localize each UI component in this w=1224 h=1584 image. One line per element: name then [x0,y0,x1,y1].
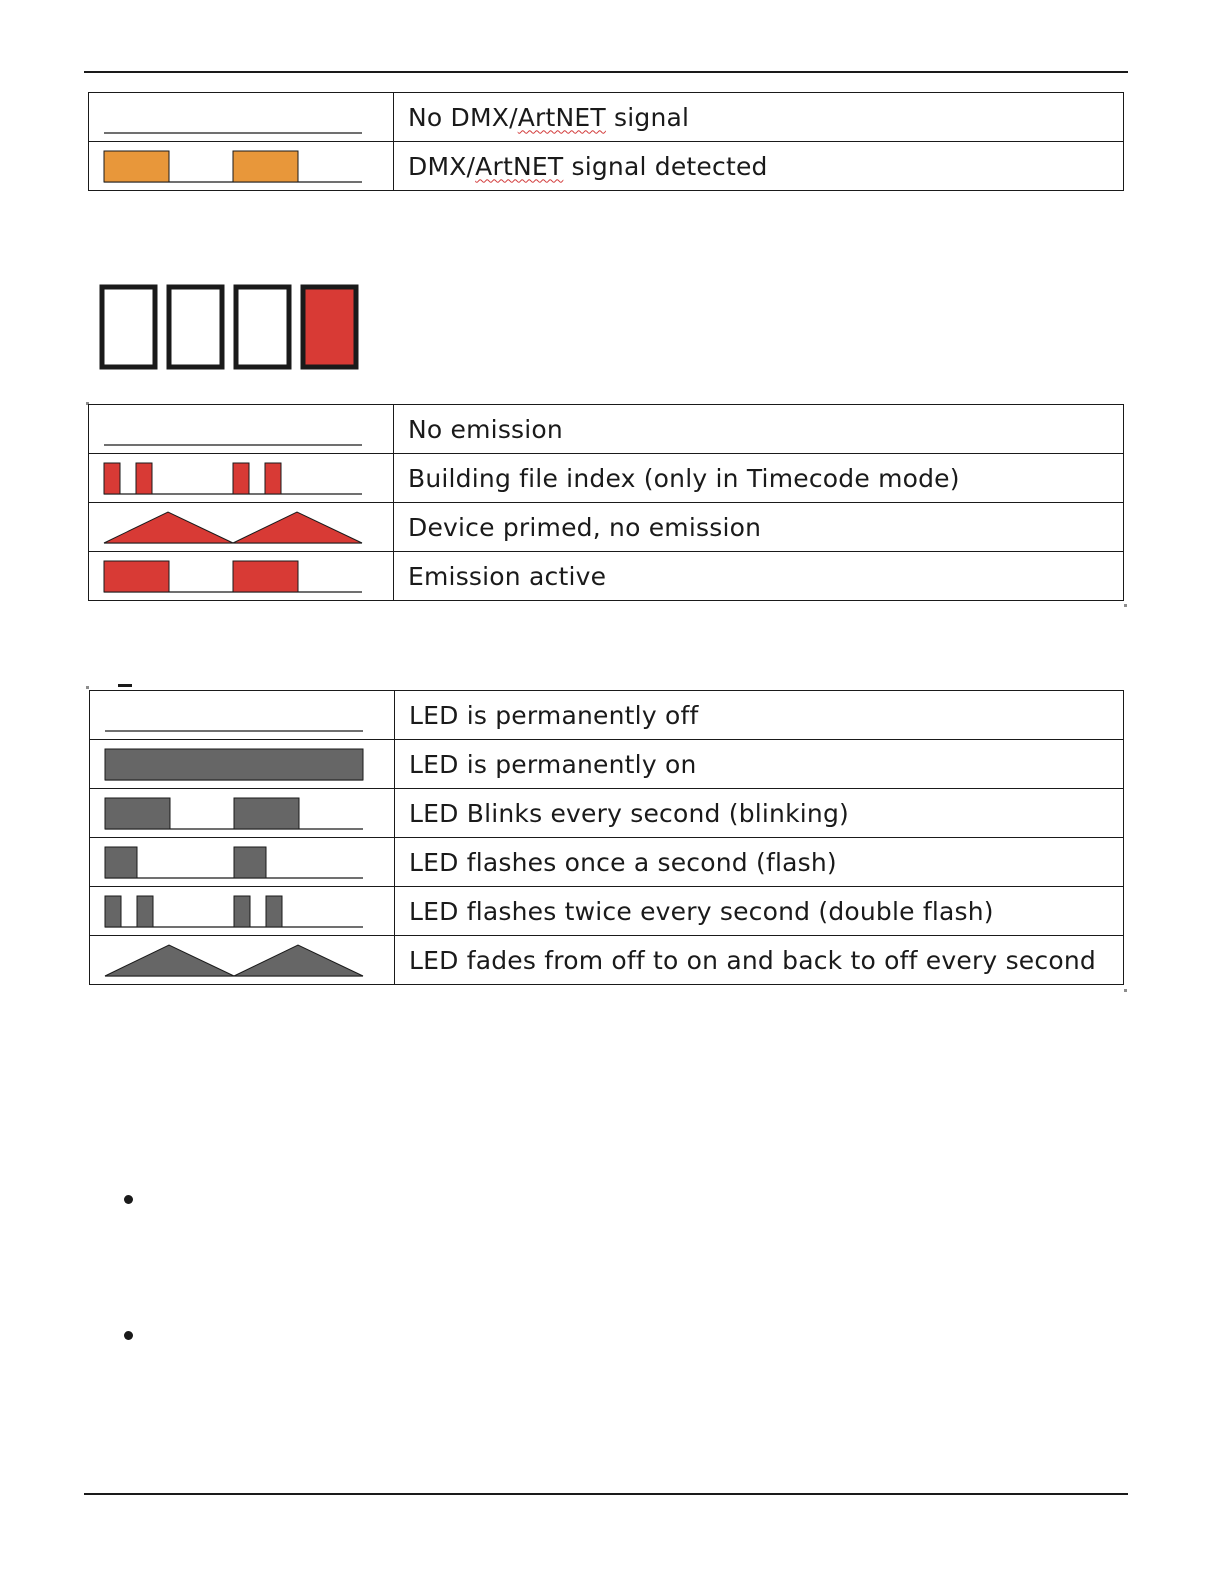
fade-ramp [104,512,233,543]
table-row [89,142,1124,191]
description-cell: LED flashes once a second (flash) [395,838,1124,887]
label-text: signal [605,102,690,132]
pulse [266,896,282,927]
table-anchor-mark [1124,604,1127,607]
description-cell: LED Blinks every second (blinking) [395,789,1124,838]
fade-ramp [105,945,234,976]
table-row [90,740,1124,789]
emission-status-table [88,404,1124,601]
table-row [89,454,1124,503]
label-text: signal detected [563,151,768,181]
label-text-spellcheck: ArtNET [517,102,606,132]
panel-led-indicator [98,283,364,373]
pulse [234,798,299,829]
led-pattern-flash [90,838,394,886]
pattern-cell [89,552,394,601]
pattern-cell [89,503,394,552]
led-legend-table [89,690,1124,985]
description-cell [394,142,1124,191]
description-cell: Emission active [394,552,1124,601]
fade-ramp [233,512,362,543]
pattern-cell [89,142,394,191]
led-pattern-blink [89,142,393,190]
led-pattern-off [90,691,394,739]
pattern-cell [89,454,394,503]
description-cell: LED fades from off to on and back to off every second [395,936,1124,985]
pulse [104,561,169,592]
pulse [136,463,152,494]
pattern-cell [90,789,395,838]
led-pattern-double-flash [89,454,393,502]
label-text: DMX/ [408,151,476,181]
description-cell: LED is permanently off [395,691,1124,740]
table-row [90,936,1124,985]
pulse-continuous [105,749,363,780]
label-text: No DMX/ [408,102,518,132]
pulse [105,798,170,829]
header-rule [84,71,1128,73]
table-row [89,503,1124,552]
pulse [137,896,153,927]
pulse [104,463,120,494]
list-bullet [124,1195,133,1204]
led-pattern-off [89,93,393,141]
table-row [90,691,1124,740]
table-row [90,789,1124,838]
description-cell: LED flashes twice every second (double flash) [395,887,1124,936]
pattern-cell [90,838,395,887]
pattern-cell [90,740,395,789]
pattern-cell [89,93,394,142]
fade-ramp [234,945,363,976]
clipped-glyph-mark [118,684,132,687]
list-bullet [124,1331,133,1340]
pattern-cell [89,405,394,454]
led-pattern-blink [90,789,394,837]
table-row [89,552,1124,601]
table-row [90,887,1124,936]
footer-rule [84,1493,1128,1495]
led-pattern-fade [90,936,394,984]
indicator-box-1 [102,287,155,367]
led-pattern-double-flash [90,887,394,935]
table-row [89,405,1124,454]
table-anchor-mark [86,686,89,689]
description-cell: Device primed, no emission [394,503,1124,552]
description-cell [394,93,1124,142]
pulse [234,847,266,878]
indicator-box-2 [169,287,222,367]
table-row [89,93,1124,142]
pulse [105,847,137,878]
pulse [265,463,281,494]
description-cell: LED is permanently on [395,740,1124,789]
label-text-spellcheck: ArtNET [475,151,564,181]
pattern-cell [90,691,395,740]
led-pattern-fade [89,503,393,551]
pattern-cell [90,936,395,985]
pattern-cell [90,887,395,936]
pulse [233,463,249,494]
pulse [234,896,250,927]
description-cell: No emission [394,405,1124,454]
indicator-box-3 [236,287,289,367]
indicator-box-4-lit [303,287,356,367]
led-pattern-on [90,740,394,788]
table-row [90,838,1124,887]
table-anchor-mark [1124,989,1127,992]
pulse [233,151,298,182]
dmx-signal-table [88,92,1124,191]
description-cell: Building file index (only in Timecode mode) [394,454,1124,503]
led-pattern-off [89,405,393,453]
pulse [104,151,169,182]
led-pattern-blink [89,552,393,600]
pulse [105,896,121,927]
pulse [233,561,298,592]
